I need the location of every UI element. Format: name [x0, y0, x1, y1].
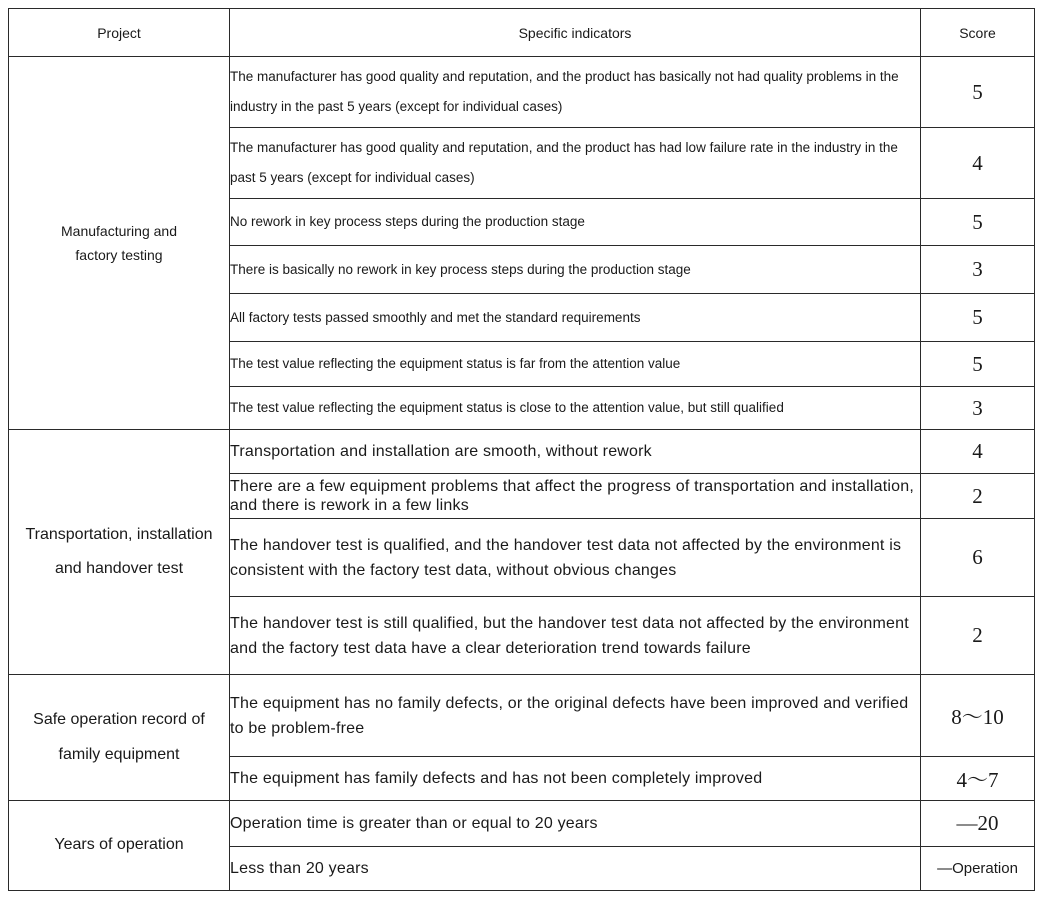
table-row — [9, 801, 1035, 847]
project-label: Safe operation record of family equipment — [33, 711, 205, 763]
score-cell: 2 — [921, 474, 1035, 519]
score-cell: 3 — [921, 387, 1035, 430]
header-project: Project — [9, 9, 230, 57]
indicator-cell: No rework in key process steps during the production stage — [230, 199, 921, 246]
project-label: Manufacturing and factory testing — [61, 222, 177, 263]
scoring-table — [8, 8, 1035, 891]
score-cell: 4 — [921, 128, 1035, 199]
project-cell — [9, 430, 230, 675]
project-label: Transportation, installation and handover test — [25, 525, 213, 577]
indicator-cell: There is basically no rework in key process steps during the production stage — [230, 246, 921, 294]
score-cell: 3 — [921, 246, 1035, 294]
indicator-cell: Operation time is greater than or equal to 20 years — [230, 801, 921, 847]
indicator-cell: The test value reflecting the equipment status is close to the attention value, but still qualified — [230, 387, 921, 430]
indicator-cell: The manufacturer has good quality and reputation, and the product has had low failure rate in the industry in the past 5 years (except for individual cases) — [230, 128, 921, 199]
score-cell: 6 — [921, 519, 1035, 597]
project-cell — [9, 57, 230, 430]
score-cell: 5 — [921, 199, 1035, 246]
indicator-cell: Transportation and installation are smooth, without rework — [230, 430, 921, 474]
indicator-cell: The handover test is qualified, and the handover test data not affected by the environment is consistent with the factory test data, without obvious changes — [230, 519, 921, 597]
indicator-cell: The manufacturer has good quality and reputation, and the product has basically not had quality problems in the industry in the past 5 years (except for individual cases) — [230, 57, 921, 128]
table-row — [9, 430, 1035, 474]
score-cell: —Operation — [921, 847, 1035, 891]
score-cell: —20 — [921, 801, 1035, 847]
header-score: Score — [921, 9, 1035, 57]
score-cell: 5 — [921, 57, 1035, 128]
project-label: Years of operation — [54, 836, 184, 854]
indicator-cell: There are a few equipment problems that affect the progress of transportation and installation, and there is rework in a few links — [230, 474, 921, 519]
indicator-cell: All factory tests passed smoothly and met the standard requirements — [230, 294, 921, 342]
header-row — [9, 9, 1035, 57]
indicator-cell: Less than 20 years — [230, 847, 921, 891]
indicator-cell: The handover test is still qualified, but the handover test data not affected by the environment and the factory test data have a clear deterioration trend towards failure — [230, 597, 921, 675]
score-cell: 4 — [921, 430, 1035, 474]
indicator-cell: The equipment has family defects and has not been completely improved — [230, 757, 921, 801]
table-row — [9, 675, 1035, 757]
score-cell: 5 — [921, 342, 1035, 387]
indicator-cell: The test value reflecting the equipment status is far from the attention value — [230, 342, 921, 387]
score-cell: 8～10 — [921, 675, 1035, 757]
score-cell: 5 — [921, 294, 1035, 342]
score-cell: 2 — [921, 597, 1035, 675]
header-indicators: Specific indicators — [230, 9, 921, 57]
indicator-cell: The equipment has no family defects, or the original defects have been improved and verified to be problem-free — [230, 675, 921, 757]
project-cell — [9, 801, 230, 891]
score-cell: 4～7 — [921, 757, 1035, 801]
project-cell — [9, 675, 230, 801]
table-row — [9, 57, 1035, 128]
